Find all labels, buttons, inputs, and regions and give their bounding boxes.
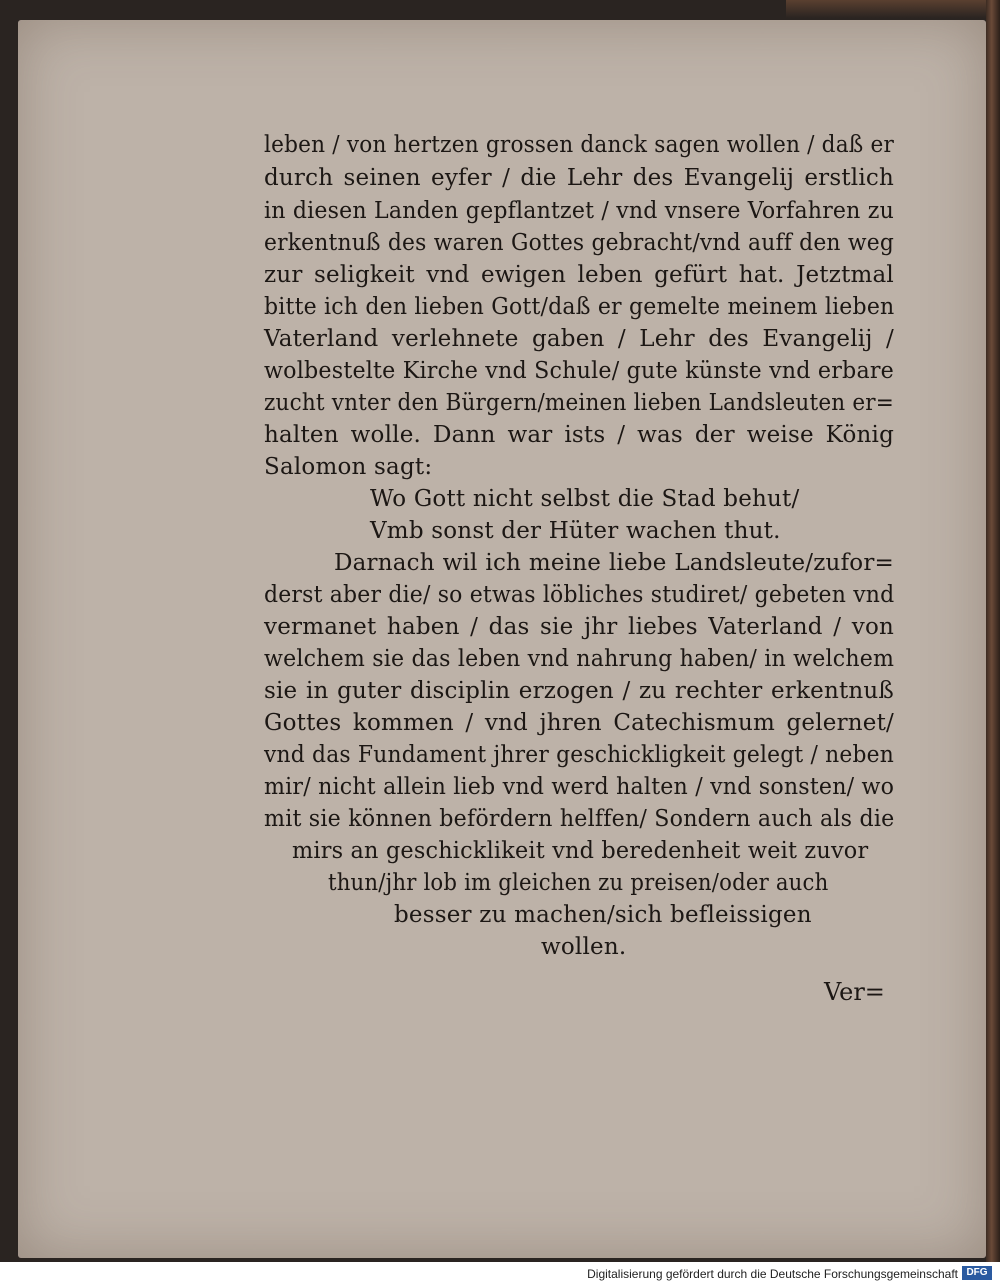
verse-line: Wo Gott nicht selbst die Stad behut/ [370,486,800,512]
text-line: wolbestelte Kirche vnd Schule/ gute künste vnd erbare [264,358,895,384]
text-line: besser zu machen/sich befleissigen [394,902,812,928]
text-line: vermanet haben / das sie jhr liebes Vaterland / von [264,614,894,640]
text-line: vnd das Fundament jhrer geschickligkeit gelegt / neben [264,742,894,768]
verse-line: Vmb sonst der Hüter wachen thut. [370,518,781,544]
text-line: wollen. [541,934,627,960]
text-line: Salomon sagt: [264,454,433,480]
text-line: sie in guter disciplin erzogen / zu rechter erkentnuß [264,678,894,704]
text-line: zucht vnter den Bürgern/meinen lieben Landsleuten er= [264,390,894,416]
text-line: Darnach wil ich meine liebe Landsleute/zufor= [334,550,894,576]
catchword: Ver= [824,978,885,1006]
page-text [18,20,986,1258]
text-line: mir/ nicht allein lieb vnd werd halten / vnd sonsten/ wo [264,774,895,800]
text-line: zur seligkeit vnd ewigen leben gefürt hat. Jetztmal [264,262,894,288]
text-line: halten wolle. Dann war ists / was der weise König [264,422,894,448]
text-line: Gottes kommen / vnd jhren Catechismum gelernet/ [264,710,894,736]
funding-credit: Digitalisierung gefördert durch die Deutsche Forschungsgemeinschaft [587,1267,958,1281]
text-line: erkentnuß des waren Gottes gebracht/vnd auff den weg [264,230,894,256]
book-page [18,20,986,1258]
text-line: mit sie können befördern helffen/ Sondern auch als die [264,806,895,832]
text-line: derst aber die/ so etwas löbliches studiret/ gebeten vnd [264,582,895,608]
dfg-logo: DFG [962,1266,992,1280]
text-line: leben / von hertzen grossen danck sagen wollen / daß er [264,132,894,158]
text-line: in diesen Landen gepflantzet / vnd vnsere Vorfahren zu [264,198,894,224]
text-line: Vaterland verlehnete gaben / Lehr des Evangelij / [264,326,894,352]
book-top-edge [786,0,986,18]
text-line: bitte ich den lieben Gott/daß er gemelte meinem lieben [264,294,895,320]
book-spine [986,0,1000,1262]
text-line: thun/jhr lob im gleichen zu preisen/oder auch [328,870,829,896]
footer [0,1262,1000,1285]
text-line: durch seinen eyfer / die Lehr des Evangelij erstlich [264,165,894,191]
text-line: mirs an geschicklikeit vnd beredenheit weit zuvor [292,838,869,864]
text-line: welchem sie das leben vnd nahrung haben/ in welchem [264,646,895,672]
